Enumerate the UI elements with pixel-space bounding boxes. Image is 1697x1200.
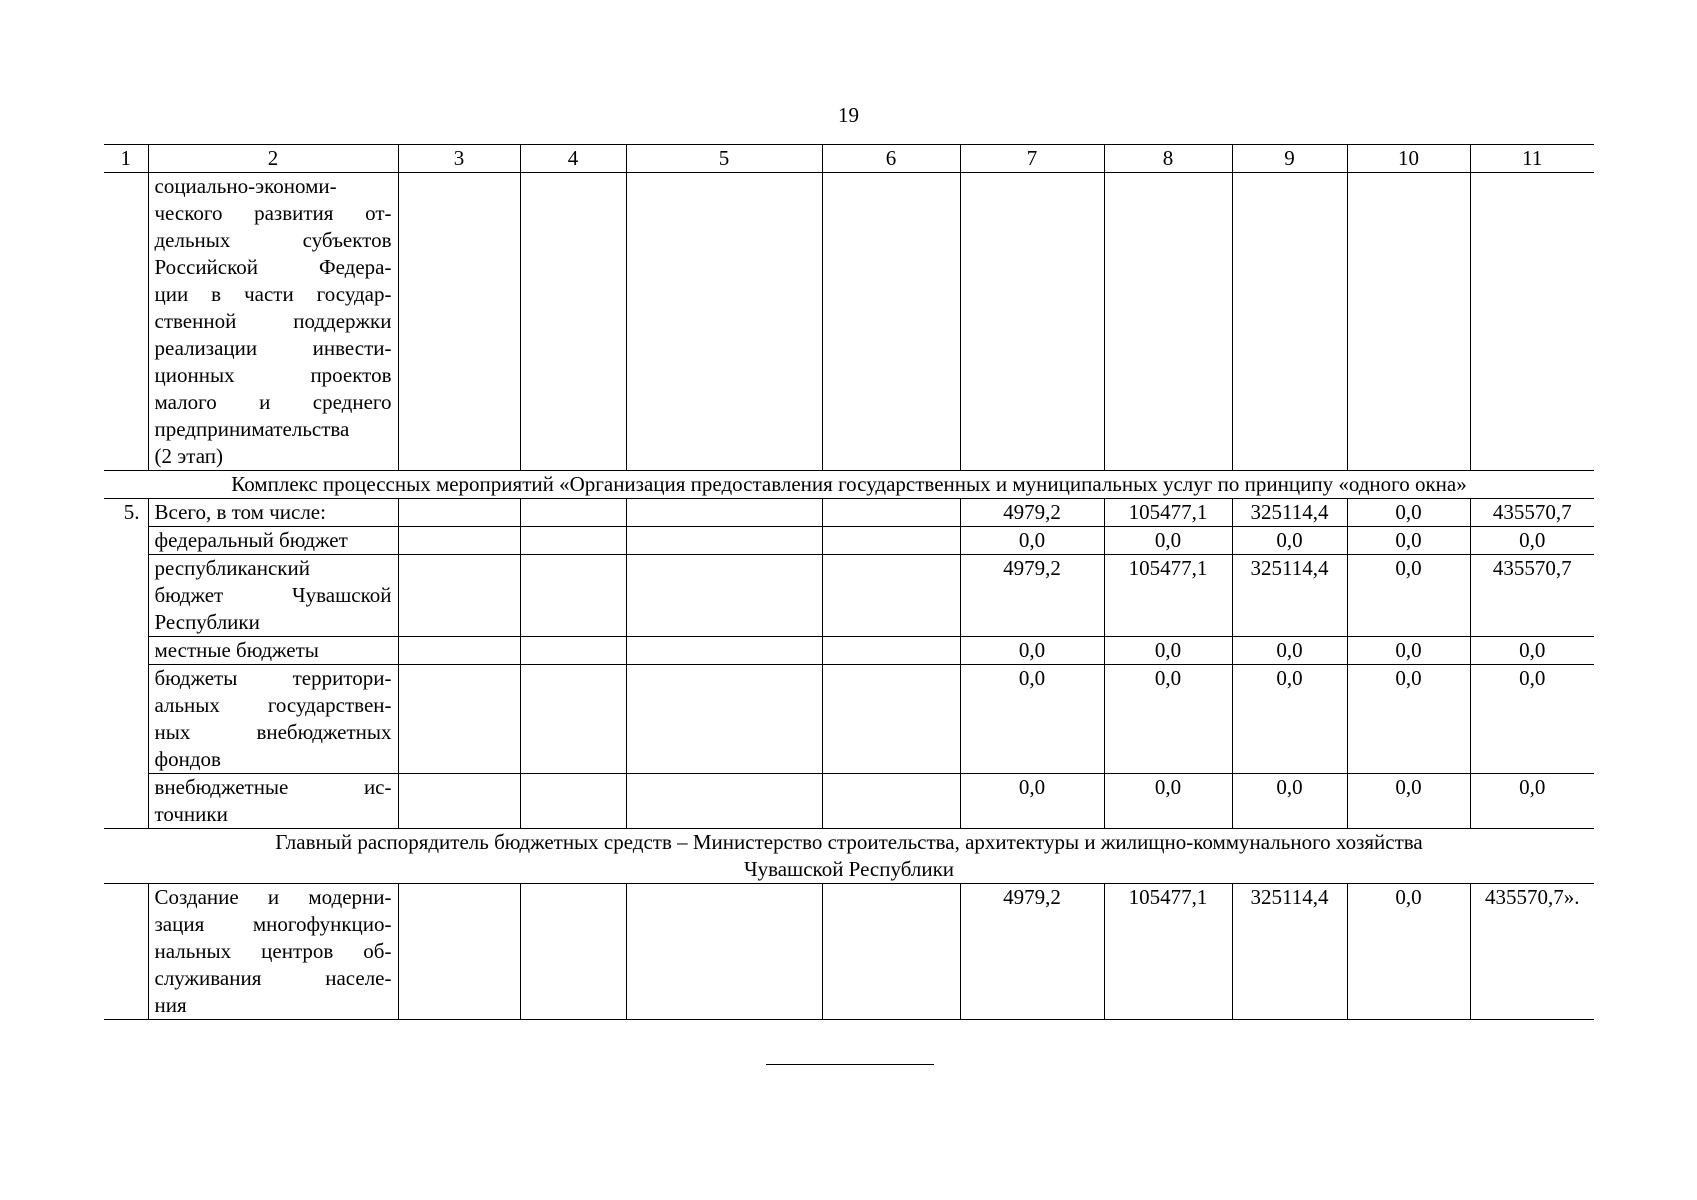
value-col-11: 0,0 xyxy=(1470,527,1594,555)
value-col-7: 0,0 xyxy=(960,665,1104,774)
header-cell: 4 xyxy=(520,145,626,173)
value-col-8: 105477,1 xyxy=(1104,884,1232,1020)
header-cell: 10 xyxy=(1347,145,1470,173)
table-row xyxy=(104,884,1594,1020)
value-col-9: 0,0 xyxy=(1232,637,1347,665)
row-number: 5. xyxy=(104,499,148,829)
value-col-11: 0,0 xyxy=(1470,665,1594,774)
value-col-9: 325114,4 xyxy=(1232,555,1347,637)
row-description: Всего, в том числе: xyxy=(148,499,398,527)
row-description: Создание и модерни- зация многофункцио- нальных центров об- служивания населе- ния xyxy=(148,884,398,1020)
header-cell: 5 xyxy=(626,145,822,173)
table-row xyxy=(104,527,1594,555)
value-col-10: 0,0 xyxy=(1347,774,1470,829)
continuation-description: социально-экономи- ческого развития от- дельных субъектов Российской Федера- ции в части государ- ственной поддержки реализации инвести- ционных проектов малого и среднего предпринимательства (2 этап) xyxy=(148,173,398,471)
row-description: внебюджетные ис- точники xyxy=(148,774,398,829)
value-col-8: 0,0 xyxy=(1104,637,1232,665)
row-description: федеральный бюджет xyxy=(148,527,398,555)
value-col-8: 0,0 xyxy=(1104,774,1232,829)
header-cell: 3 xyxy=(398,145,520,173)
budget-table xyxy=(104,144,1594,1020)
value-col-11: 0,0 xyxy=(1470,774,1594,829)
value-col-7: 0,0 xyxy=(960,527,1104,555)
table-row xyxy=(104,774,1594,829)
table-row xyxy=(104,637,1594,665)
header-cell: 11 xyxy=(1470,145,1594,173)
value-col-11: 435570,7 xyxy=(1470,499,1594,527)
value-col-9: 325114,4 xyxy=(1232,499,1347,527)
section-title: Главный распорядитель бюджетных средств – Министерство строительства, архитектуры и жилищно-коммунального хозяйства Чувашской Республики xyxy=(104,829,1594,884)
row-description: местные бюджеты xyxy=(148,637,398,665)
table-row xyxy=(104,499,1594,527)
value-col-9: 0,0 xyxy=(1232,665,1347,774)
value-col-7: 4979,2 xyxy=(960,884,1104,1020)
section-heading-row xyxy=(104,829,1594,884)
value-col-7: 4979,2 xyxy=(960,555,1104,637)
page-number: 19 xyxy=(838,103,859,127)
header-row xyxy=(104,145,1594,173)
value-col-8: 105477,1 xyxy=(1104,555,1232,637)
value-col-8: 105477,1 xyxy=(1104,499,1232,527)
header-cell: 6 xyxy=(822,145,960,173)
value-col-10: 0,0 xyxy=(1347,665,1470,774)
header-cell: 7 xyxy=(960,145,1104,173)
value-col-10: 0,0 xyxy=(1347,527,1470,555)
value-col-9: 0,0 xyxy=(1232,527,1347,555)
header-cell: 9 xyxy=(1232,145,1347,173)
value-col-11: 0,0 xyxy=(1470,637,1594,665)
continuation-row xyxy=(104,173,1594,471)
value-col-10: 0,0 xyxy=(1347,637,1470,665)
header-cell: 2 xyxy=(148,145,398,173)
value-col-10: 0,0 xyxy=(1347,499,1470,527)
value-col-7: 4979,2 xyxy=(960,499,1104,527)
value-col-7: 0,0 xyxy=(960,637,1104,665)
row-description: бюджеты территори- альных государствен- ных внебюджетных фондов xyxy=(148,665,398,774)
section-title: Комплекс процессных мероприятий «Организация предоставления государственных и муниципальных услуг по принципу «одного окна» xyxy=(104,471,1594,499)
header-cell: 8 xyxy=(1104,145,1232,173)
value-col-9: 325114,4 xyxy=(1232,884,1347,1020)
section-heading-row xyxy=(104,471,1594,499)
row-description: республиканский бюджет Чувашской Республики xyxy=(148,555,398,637)
table-row xyxy=(104,665,1594,774)
value-col-7: 0,0 xyxy=(960,774,1104,829)
value-col-8: 0,0 xyxy=(1104,527,1232,555)
value-col-11: 435570,7». xyxy=(1470,884,1594,1020)
value-col-11: 435570,7 xyxy=(1470,555,1594,637)
value-col-9: 0,0 xyxy=(1232,774,1347,829)
value-col-8: 0,0 xyxy=(1104,665,1232,774)
end-divider xyxy=(766,1064,934,1065)
table-row xyxy=(104,555,1594,637)
value-col-10: 0,0 xyxy=(1347,884,1470,1020)
value-col-10: 0,0 xyxy=(1347,555,1470,637)
header-cell: 1 xyxy=(104,145,148,173)
